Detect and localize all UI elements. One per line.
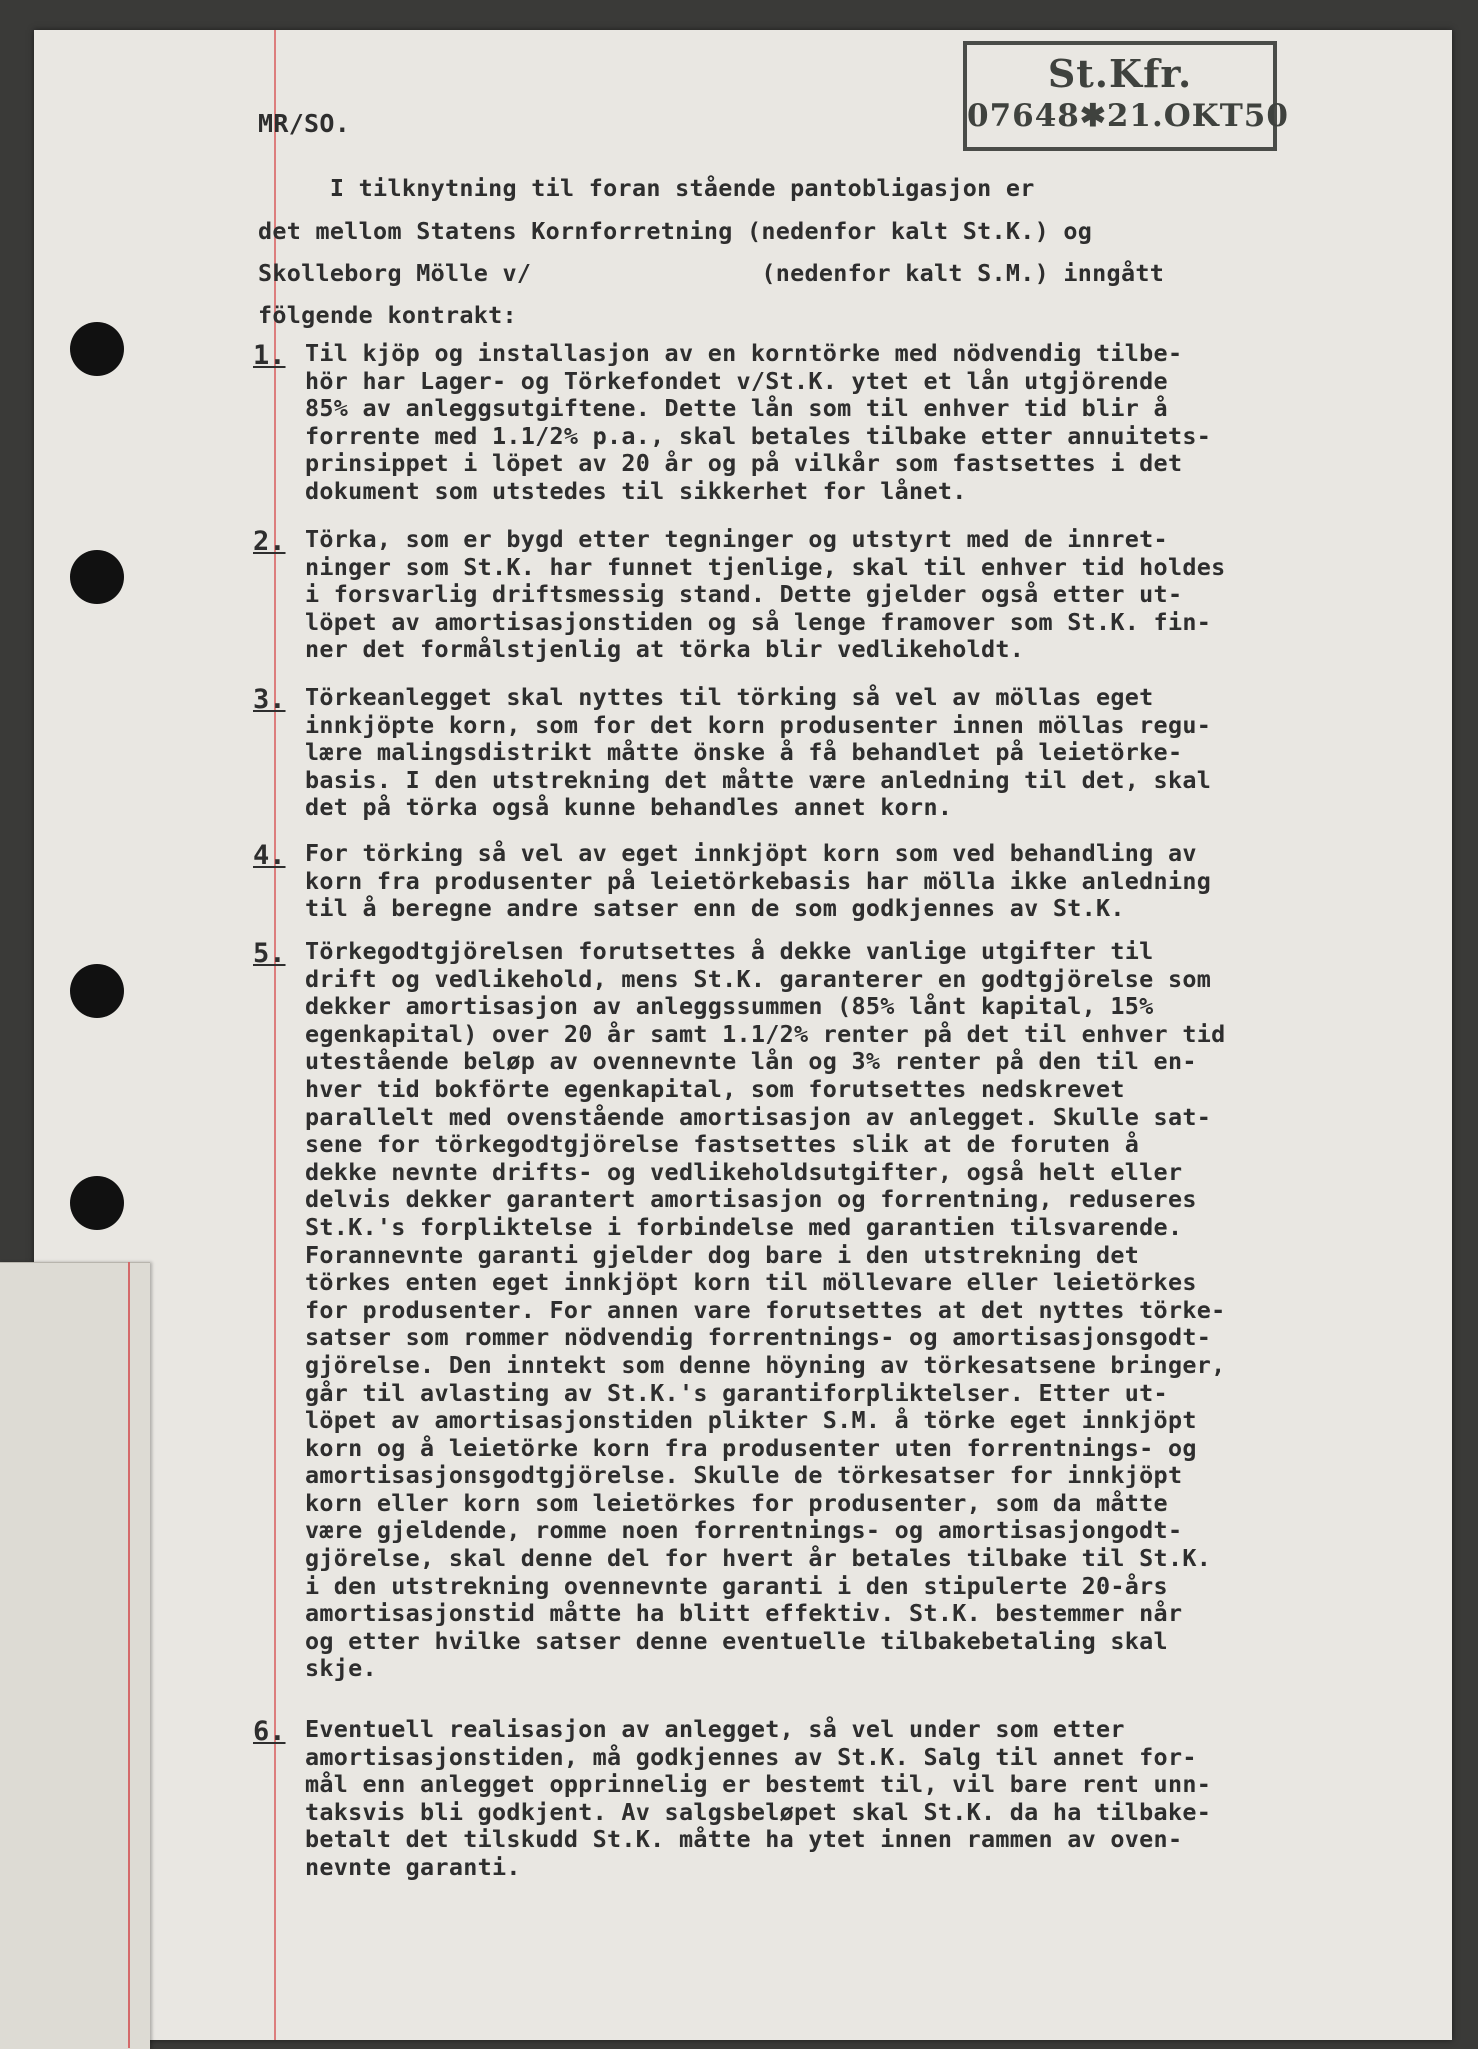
clause-line: i forsvarlig driftsmessig stand. Dette gjelder også etter ut-: [305, 580, 1183, 609]
contract-clause-6: [305, 1716, 1211, 1882]
stamp-office: St.Kfr.: [1047, 51, 1193, 96]
clause-line: amortisasjonstiden, må godkjennes av St.K. Salg til annet for-: [305, 1742, 1197, 1771]
clause-line: i den utstrekning ovennevnte garanti i den stipulerte 20-års: [305, 1571, 1168, 1600]
clause-line: lære malingsdistrikt måtte önske å få behandlet på leietörke-: [305, 738, 1183, 767]
item-number: 6.: [253, 1716, 286, 1747]
clause-line: löpet av amortisasjonstiden og så lenge framover som St.K. fin-: [305, 607, 1212, 636]
contract-clause-1: [305, 340, 1211, 506]
item-number: 5.: [253, 938, 286, 969]
contract-clause-3: [305, 684, 1211, 822]
clause-line: amortisasjonstid måtte ha blitt effektiv. St.K. bestemmer når: [305, 1599, 1183, 1628]
clause-line: egenkapital) over 20 år samt 1.1/2% renter på det til enhver tid: [305, 1019, 1226, 1048]
clause-line: korn eller korn som leietörkes for produsenter, som da måtte: [305, 1488, 1168, 1517]
clause-line: löpet av amortisasjonstiden plikter S.M. å törke eget innkjöpt: [305, 1406, 1197, 1435]
clause-line: utestående beløp av ovennevnte lån og 3% renter på den til en-: [305, 1047, 1197, 1076]
clause-line: det på törka også kunne behandles annet korn.: [305, 793, 953, 822]
clause-line: parallelt med ovenstående amortisasjon av anlegget. Skulle sat-: [305, 1102, 1212, 1131]
clause-line: Eventuell realisasjon av anlegget, så vel under som etter: [305, 1715, 1125, 1743]
clause-line: nevnte garanti.: [305, 1852, 521, 1881]
clause-line: prinsippet i löpet av 20 år og på vilkår som fastsettes i det: [305, 449, 1183, 478]
punch-hole: [70, 550, 124, 604]
item-number: 1.: [253, 340, 286, 371]
item-number: 2.: [253, 526, 286, 557]
clause-line: og etter hvilke satser denne eventuelle tilbakebetaling skal: [305, 1626, 1168, 1655]
item-number: 4.: [253, 840, 286, 871]
intro-line: det mellom Statens Kornforretning (nedenfor kalt St.K.) og: [258, 217, 1093, 245]
stamp-number-date: 07648✱21.OKT50: [967, 98, 1289, 134]
clause-line: delvis dekker garantert amortisasjon og forrentning, reduseres: [305, 1185, 1197, 1214]
intro-line: I tilknytning til foran stående pantobligasjon er: [258, 174, 1035, 202]
intro-line: Skolleborg Mölle v/ (nedenfor kalt S.M.) inngått: [258, 259, 1165, 287]
punch-hole: [70, 322, 124, 376]
contract-clause-4: [305, 840, 1211, 923]
clause-line: innkjöpte korn, som for det korn produsenter innen möllas regu-: [305, 710, 1212, 739]
clause-line: amortisasjonsgodtgjörelse. Skulle de törkesatser for innkjöpt: [305, 1461, 1183, 1490]
contract-clause-2: [305, 526, 1225, 664]
clause-line: Forannevnte garanti gjelder dog bare i den utstrekning det: [305, 1240, 1140, 1269]
reference-code: MR/SO.: [258, 109, 351, 138]
clause-line: sene for törkegodtgjörelse fastsettes slik at de foruten å: [305, 1130, 1140, 1159]
clause-line: hver tid bokförte egenkapital, som forutsettes nedskrevet: [305, 1074, 1125, 1103]
clause-line: hör har Lager- og Törkefondet v/St.K. ytet et lån utgjörende: [305, 366, 1168, 395]
clause-line: for produsenter. For annen vare forutsettes at det nyttes törke-: [305, 1295, 1226, 1324]
punch-hole: [70, 1176, 124, 1230]
clause-line: korn og å leietörke korn fra produsenter uten forrentnings- og: [305, 1433, 1197, 1462]
clause-line: basis. I den utstrekning det måtte være anledning til det, skal: [305, 765, 1212, 794]
underlying-page-margin-line: [128, 1262, 130, 2048]
registry-stamp: [963, 41, 1289, 151]
clause-line: Törkeanlegget skal nyttes til törking så vel av möllas eget: [305, 683, 1154, 711]
clause-line: törkes enten eget innkjöpt korn til möllevare eller leietörkes: [305, 1268, 1197, 1297]
clause-line: St.K.'s forpliktelse i forbindelse med garantien tilsvarende.: [305, 1212, 1183, 1241]
clause-line: gjörelse. Den inntekt som denne höyning av törkesatsene bringer,: [305, 1350, 1226, 1379]
clause-line: betalt det tilskudd St.K. måtte ha ytet innen rammen av oven-: [305, 1825, 1183, 1854]
clause-line: ner det formålstjenlig at törka blir vedlikeholdt.: [305, 635, 1025, 664]
clause-line: Til kjöp og installasjon av en korntörke med nödvendig tilbe-: [305, 339, 1183, 367]
clause-line: dekke nevnte drifts- og vedlikeholdsutgifter, også helt eller: [305, 1157, 1183, 1186]
clause-line: taksvis bli godkjent. Av salgsbeløpet skal St.K. da ha tilbake-: [305, 1797, 1212, 1826]
clause-line: dekker amortisasjon av anleggssummen (85% lånt kapital, 15%: [305, 992, 1154, 1021]
clause-line: 85% av anleggsutgiftene. Dette lån som til enhver tid blir å: [305, 394, 1168, 423]
clause-line: drift og vedlikehold, mens St.K. garanterer en godtgjörelse som: [305, 964, 1212, 993]
clause-line: gjörelse, skal denne del for hvert år betales tilbake til St.K.: [305, 1544, 1212, 1573]
clause-line: være gjeldende, romme noen forrentnings- og amortisasjongodt-: [305, 1516, 1183, 1545]
clause-line: satser som rommer nödvendig forrentnings- og amortisasjonsgodt-: [305, 1323, 1212, 1352]
clause-line: Törkegodtgjörelsen forutsettes å dekke vanlige utgifter til: [305, 937, 1154, 965]
contract-clause-5: [305, 938, 1225, 1683]
punch-hole: [70, 964, 124, 1018]
clause-line: For törking så vel av eget innkjöpt korn som ved behandling av: [305, 839, 1197, 867]
clause-line: forrente med 1.1/2% p.a., skal betales tilbake etter annuitets-: [305, 421, 1212, 450]
clause-line: går til avlasting av St.K.'s garantiforpliktelser. Etter ut-: [305, 1378, 1168, 1407]
clause-line: Törka, som er bygd etter tegninger og utstyrt med de innret-: [305, 525, 1168, 553]
clause-line: mål enn anlegget opprinnelig er bestemt til, vil bare rent unn-: [305, 1770, 1212, 1799]
clause-line: korn fra produsenter på leietörkebasis har mölla ikke anledning: [305, 866, 1212, 895]
intro-line: fölgende kontrakt:: [258, 301, 517, 329]
clause-line: til å beregne andre satser enn de som godkjennes av St.K.: [305, 894, 1125, 923]
clause-line: ninger som St.K. har funnet tjenlige, skal til enhver tid holdes: [305, 552, 1226, 581]
clause-line: dokument som utstedes til sikkerhet for lånet.: [305, 476, 967, 505]
clause-line: skje.: [305, 1654, 377, 1683]
item-number: 3.: [253, 684, 286, 715]
